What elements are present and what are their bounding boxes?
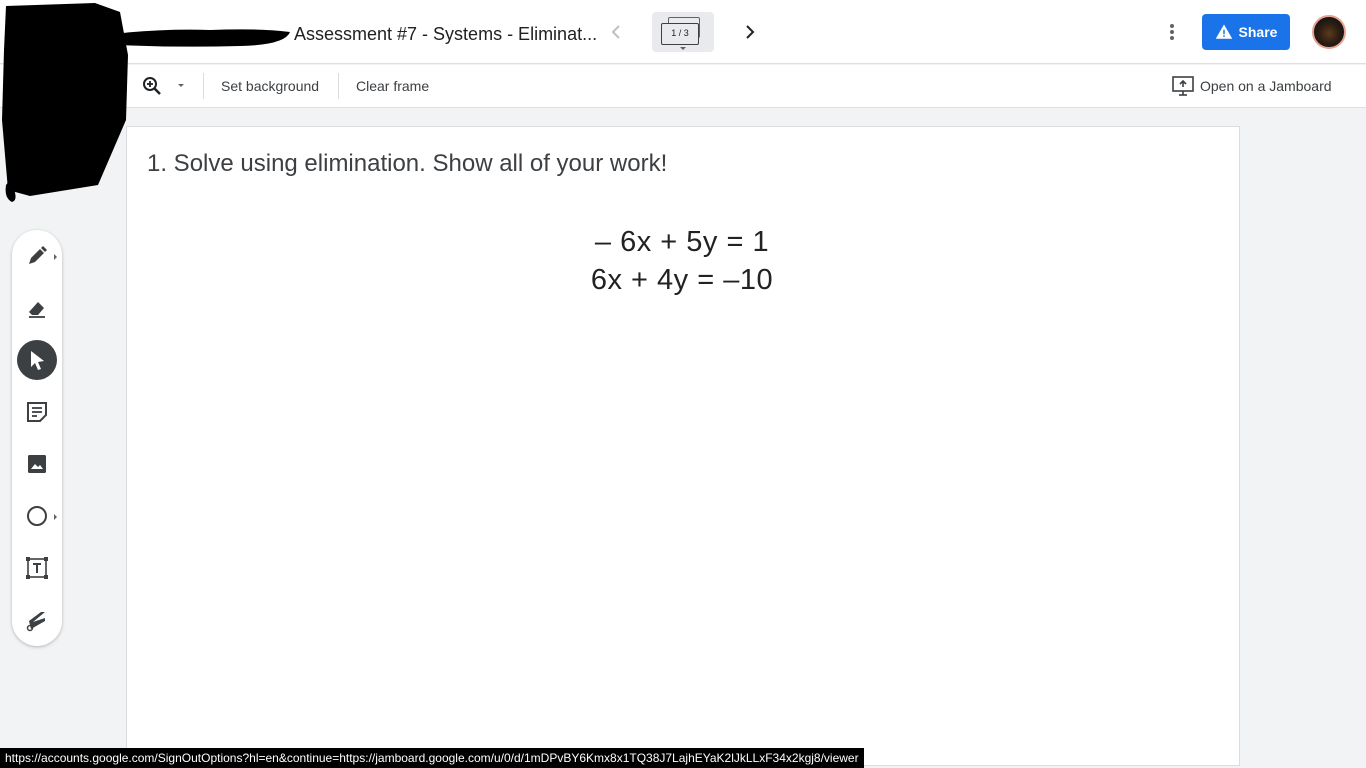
more-options-button[interactable] bbox=[1160, 20, 1184, 44]
document-title[interactable]: Assessment #7 - Systems - Eliminat... bbox=[294, 24, 598, 44]
previous-frame-button[interactable] bbox=[604, 20, 628, 44]
open-on-jamboard-button[interactable] bbox=[1172, 76, 1332, 96]
caret-down-icon bbox=[680, 47, 686, 50]
equations-image[interactable] bbox=[567, 223, 797, 299]
share-label: Share bbox=[1238, 24, 1278, 40]
caret-right-icon bbox=[54, 254, 57, 260]
pen-icon bbox=[25, 244, 49, 268]
open-on-jamboard-label: Open on a Jamboard bbox=[1200, 78, 1332, 94]
clear-frame-button[interactable]: Clear frame bbox=[356, 78, 430, 94]
tool-shape[interactable] bbox=[17, 496, 57, 536]
more-vert-icon bbox=[1160, 20, 1184, 44]
warning-icon bbox=[1215, 23, 1233, 41]
tool-rail bbox=[12, 230, 62, 646]
chevron-right-icon bbox=[738, 20, 762, 44]
toolbar-divider bbox=[338, 73, 339, 99]
tool-eraser[interactable] bbox=[17, 288, 57, 328]
zoom-button[interactable] bbox=[140, 74, 164, 98]
status-bar-url: https://accounts.google.com/SignOutOptions?hl=en&continue=https://jamboard.google.com/u/0/d/1mDPvBY6Kmx8x1TQ38J7LajhEYaK2lJkLLxF34x2kgj8/viewer bbox=[0, 748, 864, 768]
tool-sticky-note[interactable] bbox=[17, 392, 57, 432]
problem-text[interactable]: 1. Solve using elimination. Show all of your work! bbox=[147, 150, 668, 177]
caret-right-icon bbox=[54, 514, 57, 520]
text-box-icon bbox=[25, 556, 49, 580]
tool-laser[interactable] bbox=[17, 600, 57, 640]
tool-text-box[interactable] bbox=[17, 548, 57, 588]
tool-select[interactable] bbox=[17, 340, 57, 380]
laser-icon bbox=[25, 608, 49, 632]
equation-2: 6x + 4y = –10 bbox=[590, 264, 774, 296]
toolbar-divider bbox=[203, 73, 204, 99]
next-frame-button[interactable] bbox=[738, 20, 762, 44]
image-icon bbox=[25, 452, 49, 476]
equation-1: – 6x + 5y = 1 bbox=[594, 226, 770, 258]
sticky-note-icon bbox=[25, 400, 49, 424]
jamboard-present-icon bbox=[1172, 76, 1194, 96]
chevron-left-icon bbox=[604, 20, 628, 44]
frame-picker-button[interactable] bbox=[652, 12, 714, 52]
circle-icon bbox=[25, 504, 49, 528]
set-background-button[interactable]: Set background bbox=[221, 78, 320, 94]
avatar[interactable] bbox=[1312, 15, 1346, 49]
tool-image[interactable] bbox=[17, 444, 57, 484]
jam-frame-canvas[interactable] bbox=[126, 126, 1240, 766]
zoom-in-icon bbox=[140, 74, 164, 98]
zoom-dropdown-icon[interactable] bbox=[178, 84, 184, 87]
top-bar bbox=[0, 0, 1366, 64]
tool-pen[interactable] bbox=[17, 236, 57, 276]
frame-indicator: 1 / 3 bbox=[661, 23, 699, 45]
eraser-icon bbox=[25, 296, 49, 320]
cursor-icon bbox=[25, 348, 49, 372]
share-button[interactable] bbox=[1202, 14, 1290, 50]
frame-toolbar bbox=[0, 65, 1366, 108]
